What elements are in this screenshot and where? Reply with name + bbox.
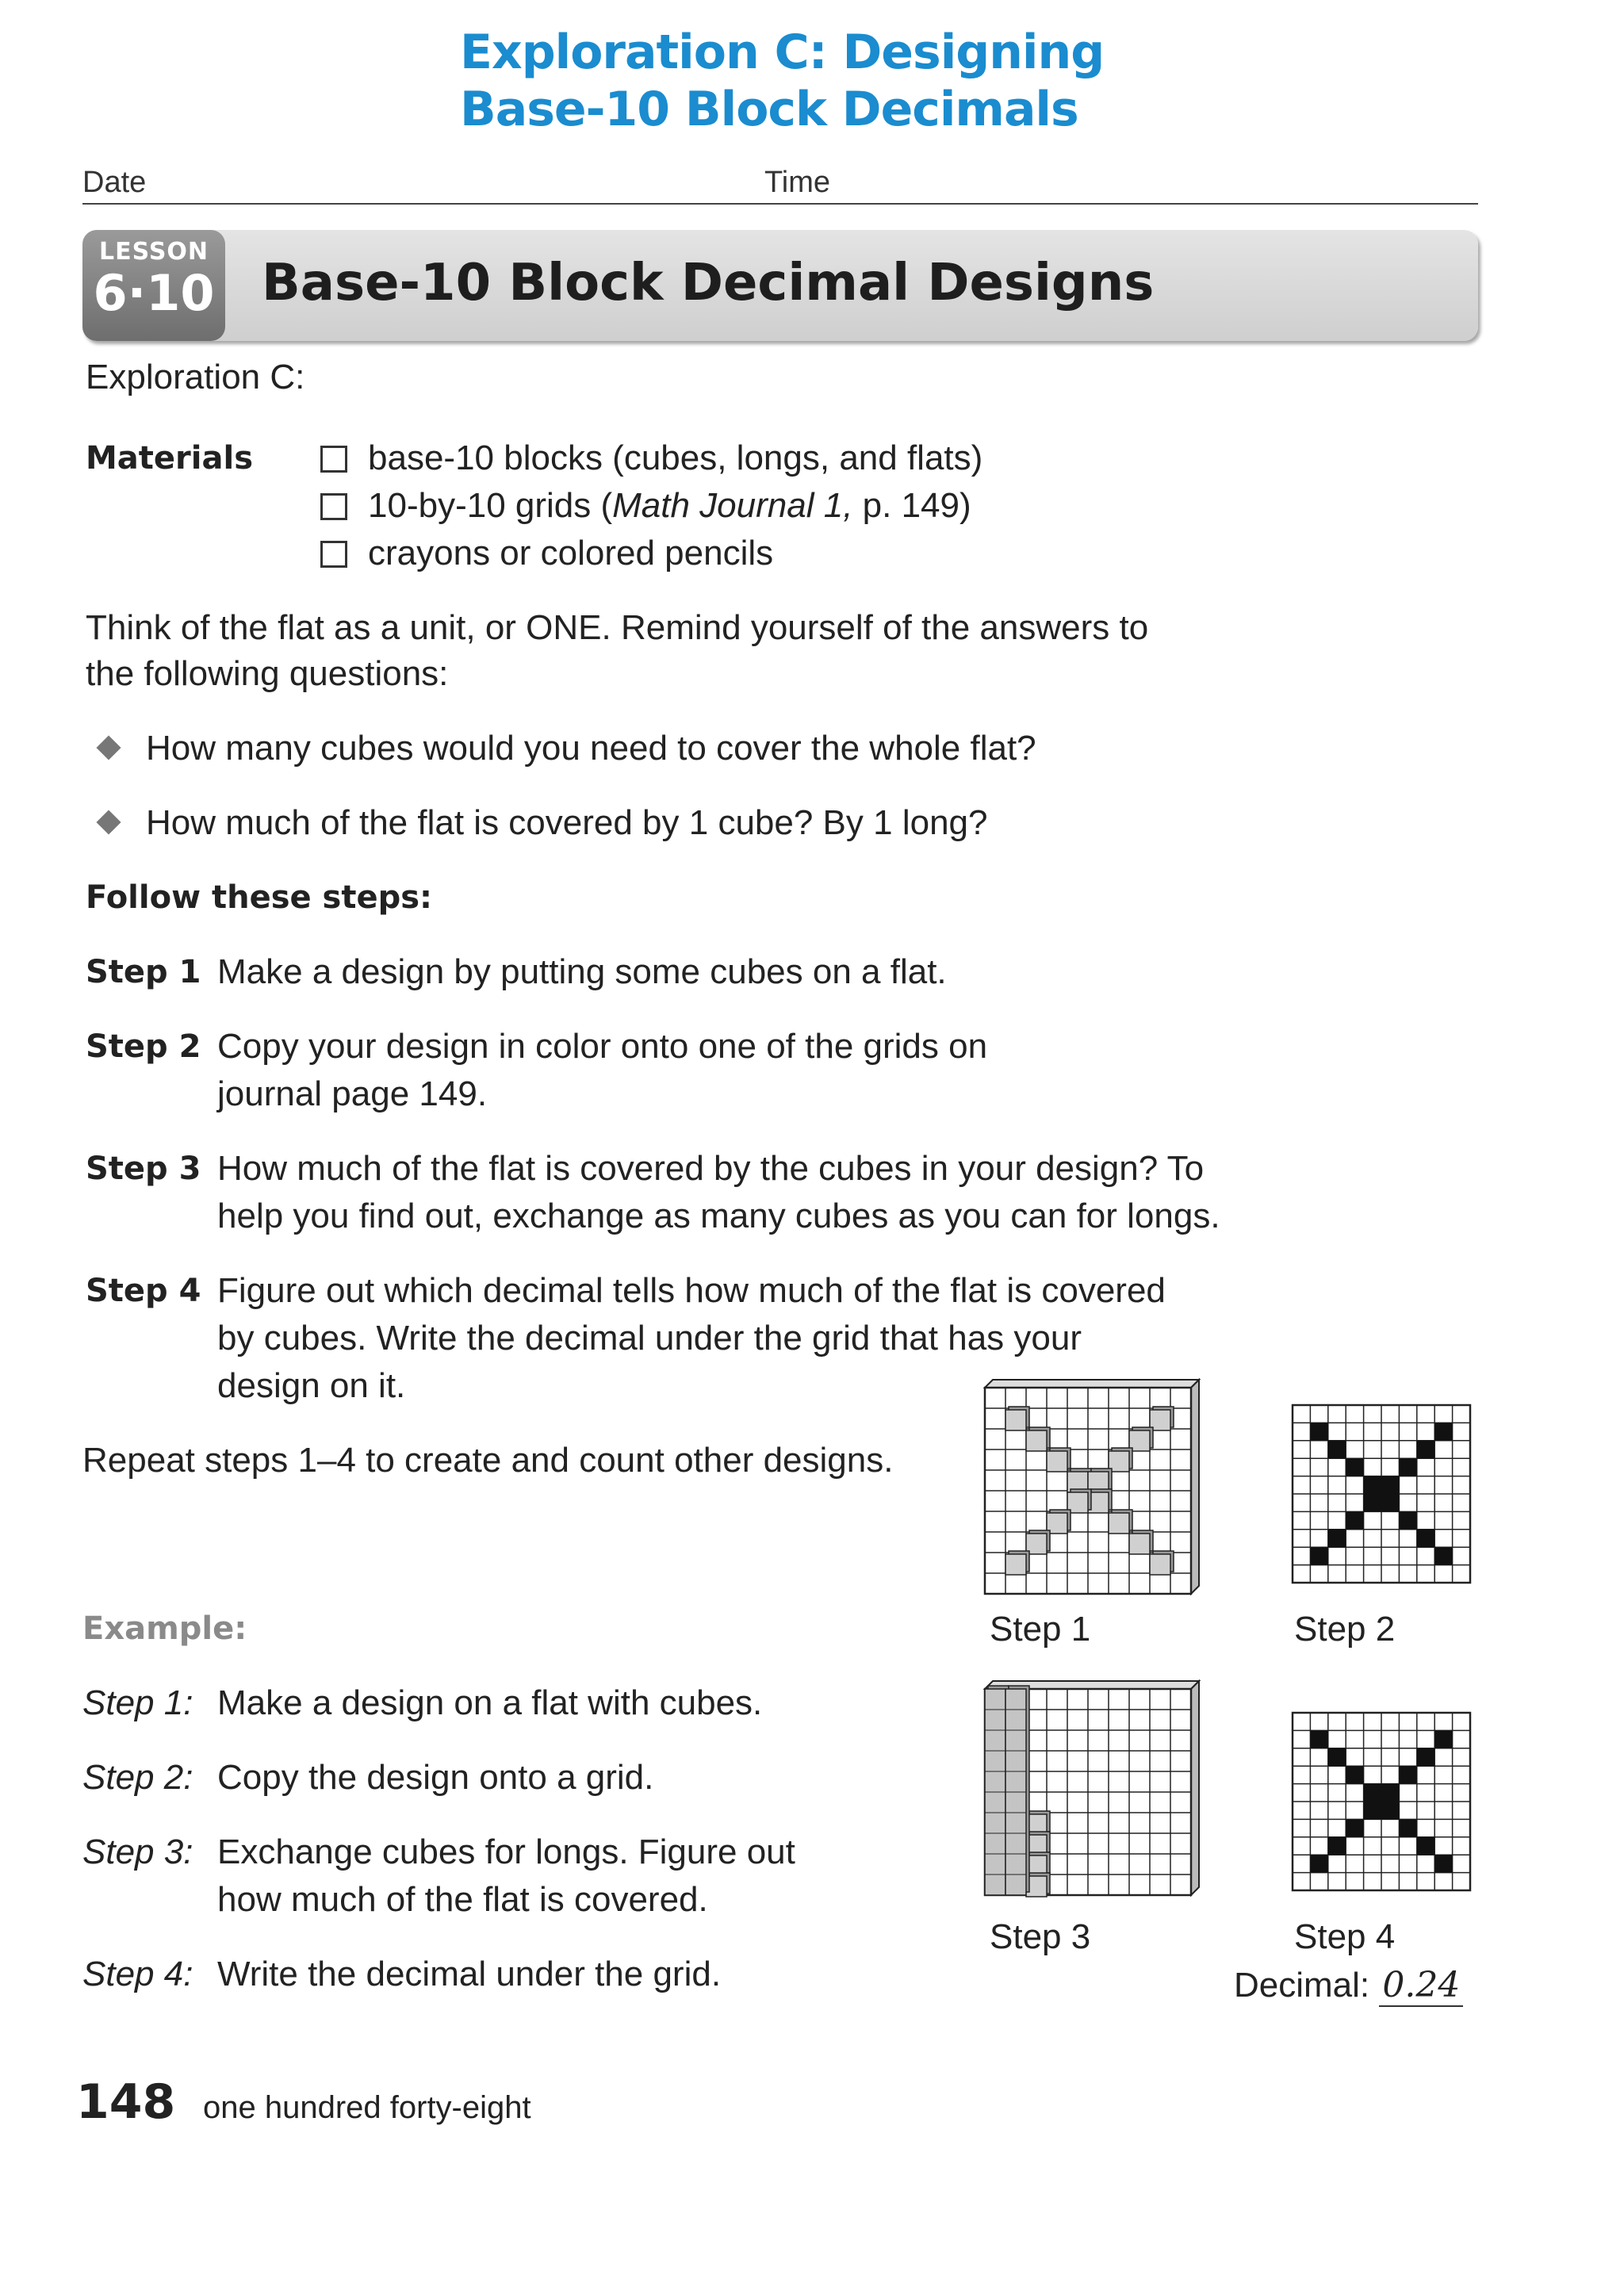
figure-caption: Step 3 — [990, 1917, 1091, 1956]
shaded-cell — [1364, 1802, 1381, 1819]
figure-caption: Step 4 — [1294, 1917, 1396, 1956]
cube — [1129, 1534, 1150, 1554]
shaded-cell — [1381, 1784, 1399, 1802]
shaded-cell — [1399, 1819, 1416, 1836]
shaded-cell — [1399, 1458, 1416, 1476]
lesson-number: 6·10 — [93, 264, 215, 322]
shaded-cell — [1328, 1837, 1346, 1855]
decimal-answer — [1234, 1965, 1463, 2005]
shaded-cell — [1417, 1441, 1434, 1458]
steps-heading: Follow these steps: — [86, 879, 433, 916]
flat-side-edge — [1191, 1380, 1199, 1594]
question-item: How many cubes would you need to cover the whole flat? — [146, 729, 1036, 768]
shaded-cell — [1434, 1855, 1452, 1872]
shaded-cell — [1364, 1476, 1381, 1494]
shaded-cell — [1310, 1855, 1327, 1872]
shaded-cell — [1346, 1511, 1363, 1529]
materials-label: Materials — [86, 440, 253, 477]
diamond-bullet-icon — [96, 735, 121, 760]
checkbox-icon — [320, 446, 347, 473]
checkbox-icon — [320, 493, 347, 520]
step-text: journal page 149. — [217, 1074, 488, 1113]
shaded-cell — [1434, 1730, 1452, 1748]
decimal-label: Decimal: — [1234, 1966, 1370, 2005]
materials-item-text: base-10 blocks (cubes, longs, and flats) — [368, 438, 983, 477]
cube — [1047, 1451, 1067, 1472]
step-text: How much of the flat is covered by the cubes in your design? To — [217, 1149, 1205, 1188]
example-step-label: Step 3: — [82, 1832, 193, 1871]
example-step-label: Step 2: — [82, 1758, 193, 1797]
shaded-cell — [1434, 1423, 1452, 1440]
decimal-value: 0.24 — [1379, 1965, 1463, 2007]
step-text: Make a design by putting some cubes on a flat. — [217, 952, 947, 991]
checkbox-icon — [320, 541, 347, 568]
banner-title: Base-10 Block Decimal Designs — [262, 254, 1155, 312]
flat-top-edge — [985, 1380, 1199, 1388]
shaded-cell — [1328, 1748, 1346, 1766]
shaded-cell — [1381, 1476, 1399, 1494]
shaded-cell — [1434, 1547, 1452, 1564]
page-title — [460, 24, 1174, 138]
cube — [1109, 1513, 1129, 1534]
example-step-text: Write the decimal under the grid. — [217, 1955, 722, 1993]
step-label: Step 3 — [86, 1151, 201, 1187]
question-item: How much of the flat is covered by 1 cube? By 1 long? — [146, 803, 988, 842]
grid-design-figure — [1291, 1403, 1473, 1586]
materials-item-tail: p. 149) — [852, 486, 971, 525]
shaded-cell — [1328, 1530, 1346, 1547]
shaded-cell — [1381, 1802, 1399, 1819]
example-step-label: Step 1: — [82, 1683, 193, 1722]
materials-item — [320, 530, 773, 577]
intro-line: Think of the flat as a unit, or ONE. Remind yourself of the answers to — [86, 608, 1149, 647]
shaded-cell — [1381, 1494, 1399, 1511]
flat-side-edge — [1191, 1681, 1199, 1895]
example-label: Example: — [82, 1610, 247, 1647]
page-number: 148 — [76, 2074, 176, 2130]
flat-with-cubes-figure — [983, 1378, 1205, 1600]
repeat-text: Repeat steps 1–4 to create and count other designs. — [82, 1441, 894, 1480]
lesson-label: LESSON — [98, 238, 209, 266]
diamond-bullet-icon — [96, 810, 121, 834]
grid-design-figure — [1291, 1711, 1473, 1894]
shaded-cell — [1310, 1730, 1327, 1748]
page-number-words: one hundred forty-eight — [203, 2090, 531, 2125]
step-text: help you find out, exchange as many cubes as you can for longs. — [217, 1197, 1220, 1235]
step-label: Step 2 — [86, 1028, 201, 1065]
shaded-cell — [1399, 1511, 1416, 1529]
cube — [1005, 1410, 1026, 1430]
shaded-cell — [1310, 1547, 1327, 1564]
materials-item — [320, 435, 982, 482]
example-step-text: how much of the flat is covered. — [217, 1880, 708, 1919]
step-label: Step 4 — [86, 1273, 201, 1309]
lesson-banner — [82, 230, 1478, 341]
shaded-cell — [1328, 1441, 1346, 1458]
materials-item-text: crayons or colored pencils — [368, 534, 774, 572]
shaded-cell — [1364, 1494, 1381, 1511]
shaded-cell — [1364, 1784, 1381, 1802]
figure-caption: Step 1 — [990, 1610, 1091, 1649]
materials-item — [320, 482, 971, 530]
lesson-badge — [82, 230, 225, 341]
step-text: by cubes. Write the decimal under the grid that has your — [217, 1319, 1082, 1358]
shaded-cell — [1417, 1530, 1434, 1547]
step-text: design on it. — [217, 1366, 406, 1405]
example-step-text: Make a design on a flat with cubes. — [217, 1683, 763, 1722]
shaded-cell — [1346, 1458, 1363, 1476]
shaded-cell — [1310, 1423, 1327, 1440]
exploration-label: Exploration C: — [86, 358, 305, 396]
figure-caption: Step 2 — [1294, 1610, 1396, 1649]
intro-line: the following questions: — [86, 654, 449, 693]
cube — [1005, 1554, 1026, 1575]
page-title-line1: Exploration C: Designing — [460, 25, 1105, 80]
cube — [1150, 1554, 1170, 1575]
page-title-line2: Base-10 Block Decimals — [460, 82, 1078, 137]
example-step-text: Exchange cubes for longs. Figure out — [217, 1832, 795, 1871]
time-label: Time — [764, 166, 831, 199]
example-step-label: Step 4: — [82, 1955, 193, 1993]
flat-with-longs-figure — [983, 1679, 1205, 1901]
step-text: Figure out which decimal tells how much of the flat is covered — [217, 1271, 1166, 1310]
materials-item-italic: Math Journal 1, — [612, 486, 853, 525]
shaded-cell — [1346, 1766, 1363, 1783]
materials-item-text: 10-by-10 grids ( — [368, 486, 613, 525]
example-step-text: Copy the design onto a grid. — [217, 1758, 654, 1797]
shaded-cell — [1399, 1766, 1416, 1783]
shaded-cell — [1346, 1819, 1363, 1836]
shaded-cell — [1417, 1837, 1434, 1855]
step-label: Step 1 — [86, 954, 201, 990]
date-time-line — [82, 155, 1478, 205]
date-label: Date — [82, 166, 147, 199]
shaded-cell — [1417, 1748, 1434, 1766]
step-text: Copy your design in color onto one of the grids on — [217, 1027, 988, 1066]
cube — [1026, 1430, 1047, 1451]
